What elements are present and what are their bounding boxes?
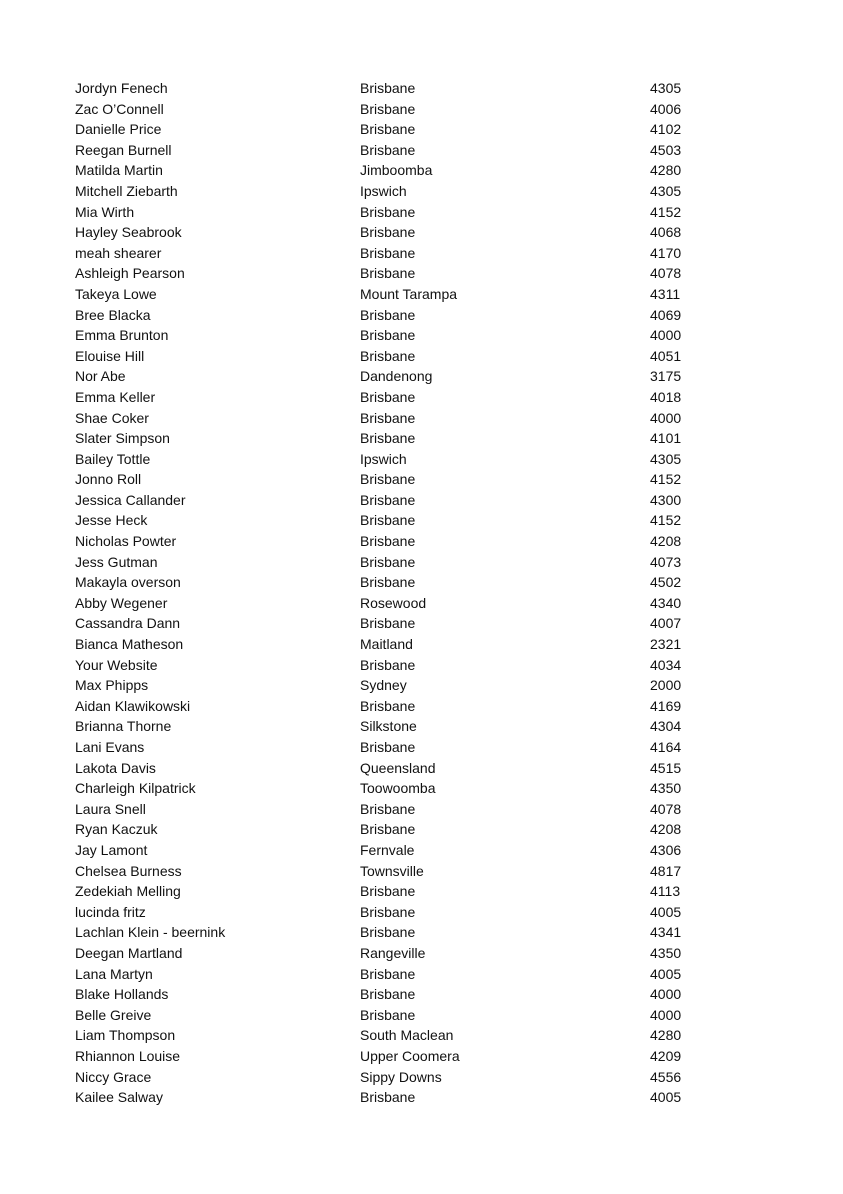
person-name: Hayley Seabrook: [75, 224, 182, 241]
person-name: lucinda fritz: [75, 903, 146, 920]
list-row: [75, 490, 715, 511]
city-name: Brisbane: [360, 697, 416, 714]
person-name: Kailee Salway: [75, 1089, 163, 1106]
person-name: Laura Snell: [75, 800, 146, 817]
city-name: Brisbane: [360, 1006, 416, 1023]
postcode: 4280: [650, 162, 682, 179]
person-name: Shae Coker: [75, 409, 149, 426]
list-row: [75, 160, 715, 181]
person-name: Emma Brunton: [75, 327, 169, 344]
city-name: Brisbane: [360, 244, 416, 261]
list-row: [75, 428, 715, 449]
list-row: [75, 78, 715, 99]
list-row: [75, 552, 715, 573]
city-name: Brisbane: [360, 924, 416, 941]
person-name: Chelsea Burness: [75, 862, 182, 879]
person-name: Reegan Burnell: [75, 141, 172, 158]
list-row: [75, 284, 715, 305]
city-name: Brisbane: [360, 100, 416, 117]
person-name: Danielle Price: [75, 121, 162, 138]
city-name: Brisbane: [360, 203, 416, 220]
postcode: 4101: [650, 430, 682, 447]
list-row: [75, 943, 715, 964]
city-name: Brisbane: [360, 615, 416, 632]
person-name: Ashleigh Pearson: [75, 265, 185, 282]
person-name: Elouise Hill: [75, 347, 145, 364]
person-name: Mia Wirth: [75, 203, 135, 220]
postcode: 4817: [650, 862, 682, 879]
postcode: 4556: [650, 1068, 682, 1085]
city-name: Brisbane: [360, 471, 416, 488]
person-name: Your Website: [75, 656, 158, 673]
list-row: [75, 572, 715, 593]
list-row: [75, 819, 715, 840]
person-name: Charleigh Kilpatrick: [75, 780, 196, 797]
person-name: Mitchell Ziebarth: [75, 182, 178, 199]
postcode: 4000: [650, 327, 682, 344]
postcode: 4306: [650, 841, 682, 858]
postcode: 4152: [650, 471, 682, 488]
postcode: 4280: [650, 1027, 682, 1044]
list-row: [75, 840, 715, 861]
postcode: 4007: [650, 615, 682, 632]
postcode: 4073: [650, 553, 682, 570]
postcode: 4005: [650, 903, 682, 920]
postcode: 3175: [650, 368, 682, 385]
list-row: [75, 408, 715, 429]
city-name: Toowoomba: [360, 780, 436, 797]
postcode: 2000: [650, 677, 682, 694]
postcode: 4005: [650, 1089, 682, 1106]
person-name: Slater Simpson: [75, 430, 170, 447]
city-name: Rosewood: [360, 594, 427, 611]
person-name: Belle Greive: [75, 1006, 152, 1023]
city-name: Brisbane: [360, 965, 416, 982]
list-row: [75, 655, 715, 676]
list-row: [75, 531, 715, 552]
list-row: [75, 881, 715, 902]
postcode: 4000: [650, 986, 682, 1003]
postcode: 4208: [650, 821, 682, 838]
person-name: Bianca Matheson: [75, 636, 184, 653]
city-name: Rangeville: [360, 944, 426, 961]
list-row: [75, 984, 715, 1005]
city-name: Maitland: [360, 636, 413, 653]
postcode: 4502: [650, 574, 682, 591]
list-row: [75, 119, 715, 140]
postcode: 4515: [650, 759, 682, 776]
person-name: Rhiannon Louise: [75, 1047, 181, 1064]
person-name: Zac O’Connell: [75, 100, 164, 117]
list-row: [75, 922, 715, 943]
postcode: 4311: [650, 285, 681, 302]
list-row: [75, 696, 715, 717]
city-name: Brisbane: [360, 430, 416, 447]
postcode: 4152: [650, 512, 682, 529]
postcode: 4305: [650, 182, 682, 199]
city-name: Ipswich: [360, 182, 407, 199]
postcode: 4503: [650, 141, 682, 158]
person-name: Cassandra Dann: [75, 615, 181, 632]
person-name: Nor Abe: [75, 368, 126, 385]
person-name: Jordyn Fenech: [75, 80, 168, 96]
city-name: Brisbane: [360, 512, 416, 529]
postcode: 4300: [650, 491, 682, 508]
postcode: 4006: [650, 100, 682, 117]
person-name: Ryan Kaczuk: [75, 821, 158, 838]
city-name: Brisbane: [360, 265, 416, 282]
city-name: Fernvale: [360, 841, 415, 858]
postcode: 4000: [650, 1006, 682, 1023]
person-name: Lachlan Klein - beernink: [75, 924, 226, 941]
person-name: Takeya Lowe: [75, 285, 157, 302]
person-name: Jessica Callander: [75, 491, 186, 508]
postcode: 4164: [650, 739, 682, 755]
city-name: Jimboomba: [360, 162, 433, 179]
list-row: [75, 737, 715, 758]
person-name: Bree Blacka: [75, 306, 151, 323]
city-name: Brisbane: [360, 883, 416, 900]
list-row: [75, 1046, 715, 1067]
person-name: Brianna Thorne: [75, 718, 172, 735]
list-row: [75, 778, 715, 799]
list-row: [75, 387, 715, 408]
city-name: Brisbane: [360, 80, 416, 96]
city-name: Brisbane: [360, 224, 416, 241]
city-name: Brisbane: [360, 121, 416, 138]
city-name: Sydney: [360, 677, 407, 694]
city-name: Queensland: [360, 759, 436, 776]
list-row: [75, 675, 715, 696]
city-name: Dandenong: [360, 368, 433, 385]
list-row: [75, 593, 715, 614]
postcode: 4018: [650, 388, 682, 405]
postcode: 4034: [650, 656, 682, 673]
city-name: Brisbane: [360, 327, 416, 344]
list-row: [75, 758, 715, 779]
city-name: Brisbane: [360, 739, 416, 755]
person-name: Lani Evans: [75, 739, 145, 755]
list-row: [75, 1025, 715, 1046]
postcode: 4005: [650, 965, 682, 982]
list-row: [75, 99, 715, 120]
list-row: [75, 510, 715, 531]
list-row: [75, 1087, 715, 1108]
postcode: 4350: [650, 780, 682, 797]
person-name: Bailey Tottle: [75, 450, 151, 467]
city-name: Brisbane: [360, 656, 416, 673]
postcode: 4068: [650, 224, 682, 241]
city-name: Brisbane: [360, 491, 416, 508]
list-row: [75, 902, 715, 923]
postcode: 4051: [650, 347, 682, 364]
person-name: Jonno Roll: [75, 471, 142, 488]
postcode: 4102: [650, 121, 682, 138]
person-name: meah shearer: [75, 244, 162, 261]
postcode: 4305: [650, 450, 682, 467]
city-name: Brisbane: [360, 306, 416, 323]
postcode: 2321: [650, 636, 682, 653]
entry-list: [75, 78, 715, 1108]
person-name: Niccy Grace: [75, 1068, 152, 1085]
postcode: 4340: [650, 594, 682, 611]
person-name: Zedekiah Melling: [75, 883, 181, 900]
list-row: [75, 634, 715, 655]
person-name: Jay Lamont: [75, 841, 148, 858]
list-row: [75, 243, 715, 264]
postcode: 4078: [650, 800, 682, 817]
postcode: 4069: [650, 306, 682, 323]
person-name: Jesse Heck: [75, 512, 148, 529]
city-name: Townsville: [360, 862, 424, 879]
city-name: Brisbane: [360, 574, 416, 591]
person-name: Jess Gutman: [75, 553, 158, 570]
list-row: [75, 613, 715, 634]
person-name: Makayla overson: [75, 574, 181, 591]
list-row: [75, 263, 715, 284]
postcode: 4341: [650, 924, 682, 941]
person-name: Abby Wegener: [75, 594, 168, 611]
postcode: 4169: [650, 697, 682, 714]
person-name: Deegan Martland: [75, 944, 183, 961]
city-name: Brisbane: [360, 141, 416, 158]
city-name: Ipswich: [360, 450, 407, 467]
list-row: [75, 1067, 715, 1088]
person-name: Max Phipps: [75, 677, 149, 694]
list-row: [75, 346, 715, 367]
city-name: Brisbane: [360, 409, 416, 426]
postcode: 4208: [650, 533, 682, 550]
person-name: Lakota Davis: [75, 759, 156, 776]
city-name: Brisbane: [360, 903, 416, 920]
city-name: Brisbane: [360, 347, 416, 364]
postcode: 4304: [650, 718, 682, 735]
city-name: Mount Tarampa: [360, 285, 458, 302]
city-name: South Maclean: [360, 1027, 454, 1044]
city-name: Sippy Downs: [360, 1068, 442, 1085]
list-row: [75, 449, 715, 470]
list-row: [75, 181, 715, 202]
list-row: [75, 861, 715, 882]
person-name: Matilda Martin: [75, 162, 163, 179]
city-name: Brisbane: [360, 388, 416, 405]
list-row: [75, 202, 715, 223]
postcode: 4305: [650, 80, 682, 96]
postcode: 4152: [650, 203, 682, 220]
person-name: Lana Martyn: [75, 965, 153, 982]
list-row: [75, 469, 715, 490]
list-row: [75, 140, 715, 161]
city-name: Brisbane: [360, 821, 416, 838]
city-name: Upper Coomera: [360, 1047, 460, 1064]
postcode: 4078: [650, 265, 682, 282]
city-name: Silkstone: [360, 718, 417, 735]
list-row: [75, 964, 715, 985]
postcode: 4000: [650, 409, 682, 426]
list-row: [75, 305, 715, 326]
list-row: [75, 716, 715, 737]
person-name: Liam Thompson: [75, 1027, 176, 1044]
person-name: Blake Hollands: [75, 986, 169, 1003]
postcode: 4113: [650, 883, 681, 900]
person-name: Emma Keller: [75, 388, 156, 405]
list-row: [75, 1005, 715, 1026]
postcode: 4209: [650, 1047, 682, 1064]
postcode: 4350: [650, 944, 682, 961]
list-row: [75, 222, 715, 243]
person-name: Aidan Klawikowski: [75, 697, 191, 714]
person-name: Nicholas Powter: [75, 533, 177, 550]
city-name: Brisbane: [360, 800, 416, 817]
list-row: [75, 366, 715, 387]
list-row: [75, 325, 715, 346]
city-name: Brisbane: [360, 986, 416, 1003]
postcode: 4170: [650, 244, 682, 261]
list-row: [75, 799, 715, 820]
city-name: Brisbane: [360, 533, 416, 550]
city-name: Brisbane: [360, 1089, 416, 1106]
city-name: Brisbane: [360, 553, 416, 570]
